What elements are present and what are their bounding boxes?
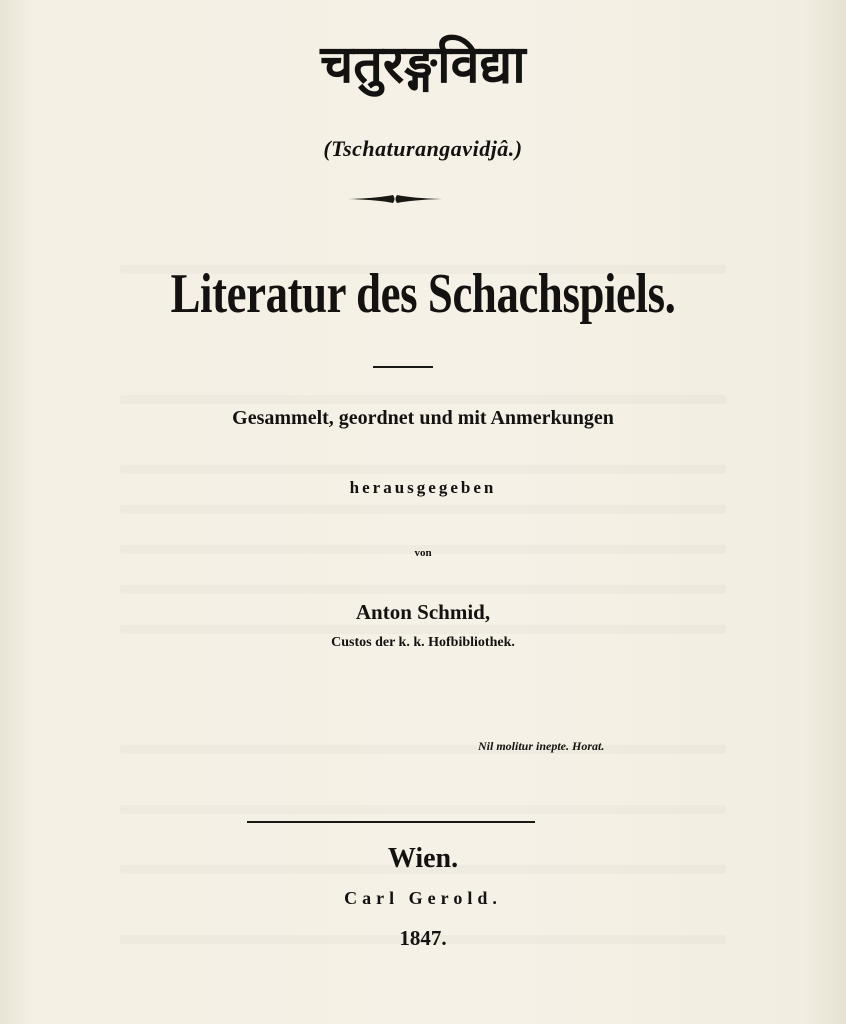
publication-year: 1847.: [399, 926, 447, 950]
transliteration: (Tschaturangavidjâ.): [323, 136, 523, 161]
long-divider: [247, 821, 535, 823]
by-label: von: [414, 547, 432, 559]
bleed-through-line: [120, 505, 726, 514]
bleed-through-line: [120, 745, 726, 754]
bleed-through-line: [120, 805, 726, 814]
bleed-through-line: [120, 395, 726, 404]
bleed-through-line: [120, 625, 726, 634]
edited-label: herausgegeben: [349, 478, 497, 497]
main-title: Literatur des Schachspiels.: [170, 263, 676, 325]
publication-city: Wien.: [387, 843, 459, 874]
sanskrit-title: चतुरङ्गविद्या: [320, 35, 526, 95]
motto: Nil molitur inepte. Horat.: [478, 739, 605, 753]
flourish-ornament-icon: [348, 193, 442, 205]
author-name: Anton Schmid,: [355, 600, 491, 624]
subtitle: Gesammelt, geordnet und mit Anmerkungen: [232, 407, 614, 429]
bleed-through-line: [120, 465, 726, 474]
publisher: Carl Gerold.: [344, 888, 502, 908]
short-divider: [373, 366, 433, 368]
author-position: Custos der k. k. Hofbibliothek.: [331, 635, 515, 650]
bleed-through-line: [120, 585, 726, 594]
